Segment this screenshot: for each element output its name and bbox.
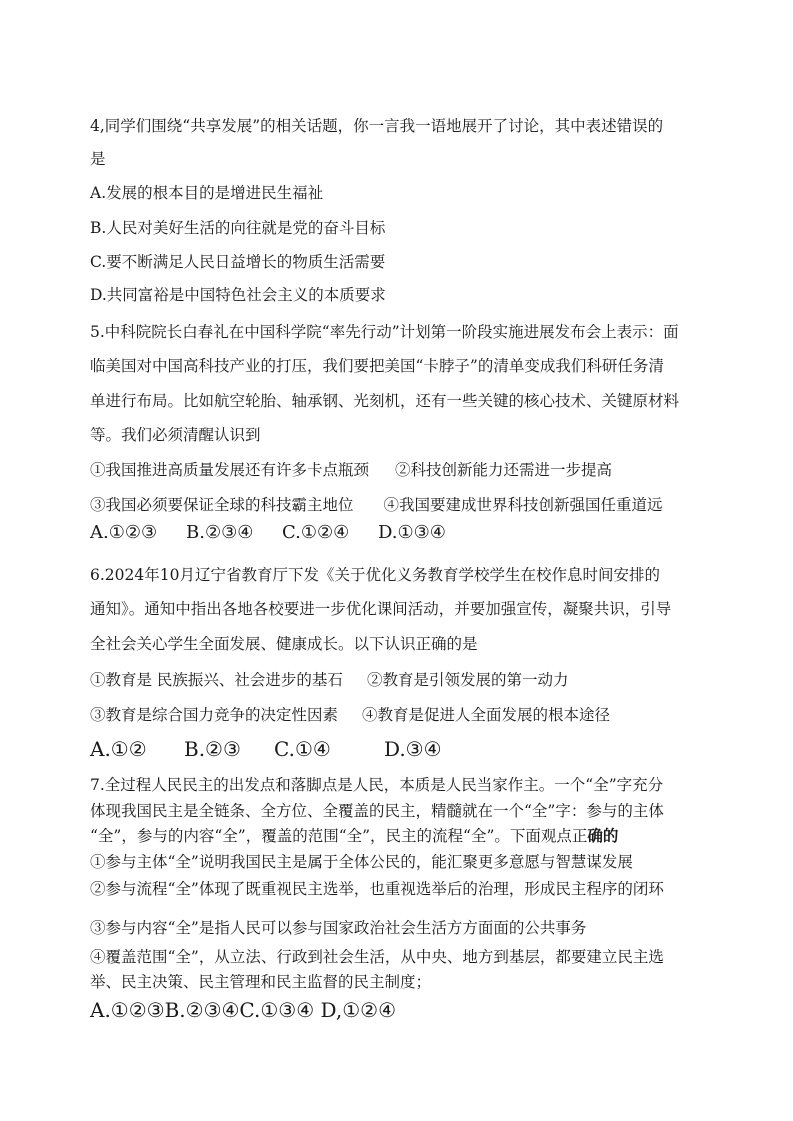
q7-statement-4-line-2: 举、民主决策、民主管理和民主监督的民主制度； [90,973,432,991]
q7-statement-2: ②参与流程“全”体现了既重视民主选举，也重视选举后的治理，形成民主程序的闭环 [90,880,664,898]
q5-stem-line-1: 5.中科院院长白春礼在中国科学院“率先行动”计划第一阶段实施进展发布会上表示：面 [90,323,679,341]
q4-option-d: D.共同富裕是中国特色社会主义的本质要求 [90,286,386,304]
q7-stem-line-3-end: 确的 [587,826,619,845]
q6-choices [90,737,442,761]
q5-statement-1: ①我国推进高质量发展还有许多卡点瓶颈 [90,461,370,479]
q6-statements-row-1 [90,670,568,690]
q4-option-a: A.发展的根本目的是增进民生福祉 [90,184,324,202]
q5-choices [90,522,446,544]
q5-choice-b: B.②③④ [186,522,254,543]
q5-stem-line-3: 单进行布局。比如航空轮胎、轴承钢、光刻机，还有一些关键的核心技术、关键原材料 [90,392,680,410]
q5-statements-row-2 [90,495,663,515]
q5-statements-row-1 [90,460,612,480]
q7-stem-line-3 [90,826,618,846]
q5-choice-a: A.①②③ [90,522,158,543]
q5-statement-4: ④我国要建成世界科技创新强国任重道远 [383,496,663,514]
q5-choice-c: C.①②④ [282,522,350,543]
q6-choice-a: A.①② [90,737,147,761]
q6-statement-2: ②教育是引领发展的第一动力 [366,671,569,689]
q5-stem-line-4: 等。我们必须清醒认识到 [90,426,261,444]
q6-choice-c: C.①④ [274,737,331,761]
q7-statement-4-line-1: ④覆盖范围“全”，从立法、行政到社会生活，从中央、地方到基层，都要建立民主选 [90,948,664,966]
q6-statements-row-2 [90,705,610,725]
q7-stem-line-2: 体现我国民主是全链条、全方位、全覆盖的民主，精髓就在一个“全”字：参与的主体 [90,802,664,820]
q4-stem-line-2: 是 [90,150,106,168]
q4-option-c: C.要不断满足人民日益增长的物质生活需要 [90,253,386,271]
q5-statement-3: ③我国必须要保证全球的科技霸主地位 [90,496,354,514]
q7-statement-1: ①参与主体“全”说明我国民主是属于全体公民的，能汇聚更多意愿与智慧谋发展 [90,853,633,871]
q7-stem-line-1: 7.全过程人民民主的出发点和落脚点是人民，本质是人民当家作主。一个“全”字充分 [90,776,664,794]
q4-option-b: B.人民对美好生活的向往就是党的奋斗目标 [90,219,386,237]
q6-statement-3: ③教育是综合国力竞争的决定性因素 [90,706,339,724]
q5-choice-d: D.①③④ [378,522,446,543]
q7-stem-line-3-text: “全”，参与的内容“全”，覆盖的范围“全”，民主的流程“全”。下面观点正 [90,827,588,845]
q6-choice-d: D.③④ [384,737,442,761]
q6-stem-line-2: 通知》。通知中指出各地各校要进一步优化课间活动，并要加强宣传，凝聚共识，引导 [90,600,672,618]
q6-statement-4: ④教育是促进人全面发展的根本途径 [362,706,611,724]
q5-stem-line-2: 临美国对中国高科技产业的打压，我们要把美国“卡脖子”的清单变成我们科研任务清 [90,357,664,375]
q6-stem-line-3: 全社会关心学生全面发展、健康成长。以下认识正确的是 [90,635,478,653]
q6-statement-1: ①教育是 民族振兴、社会进步的基石 [90,671,343,689]
q7-choices: A.①②③B.②③④C.①③④ D,①②④ [90,998,396,1022]
q4-stem-line-1: 4,同学们围绕“共享发展”的相关话题，你一言我一语地展开了讨论，其中表述错误的 [90,117,664,135]
q7-statement-3: ③参与内容“全”是指人民可以参与国家政治社会生活方方面面的公共事务 [90,919,587,937]
q5-statement-2: ②科技创新能力还需进一步提高 [395,461,613,479]
q6-choice-b: B.②③ [184,737,241,761]
q6-stem-line-1: 6.2024年10月辽宁省教育厅下发《关于优化义务教育学校学生在校作息时间安排的 [90,566,660,584]
